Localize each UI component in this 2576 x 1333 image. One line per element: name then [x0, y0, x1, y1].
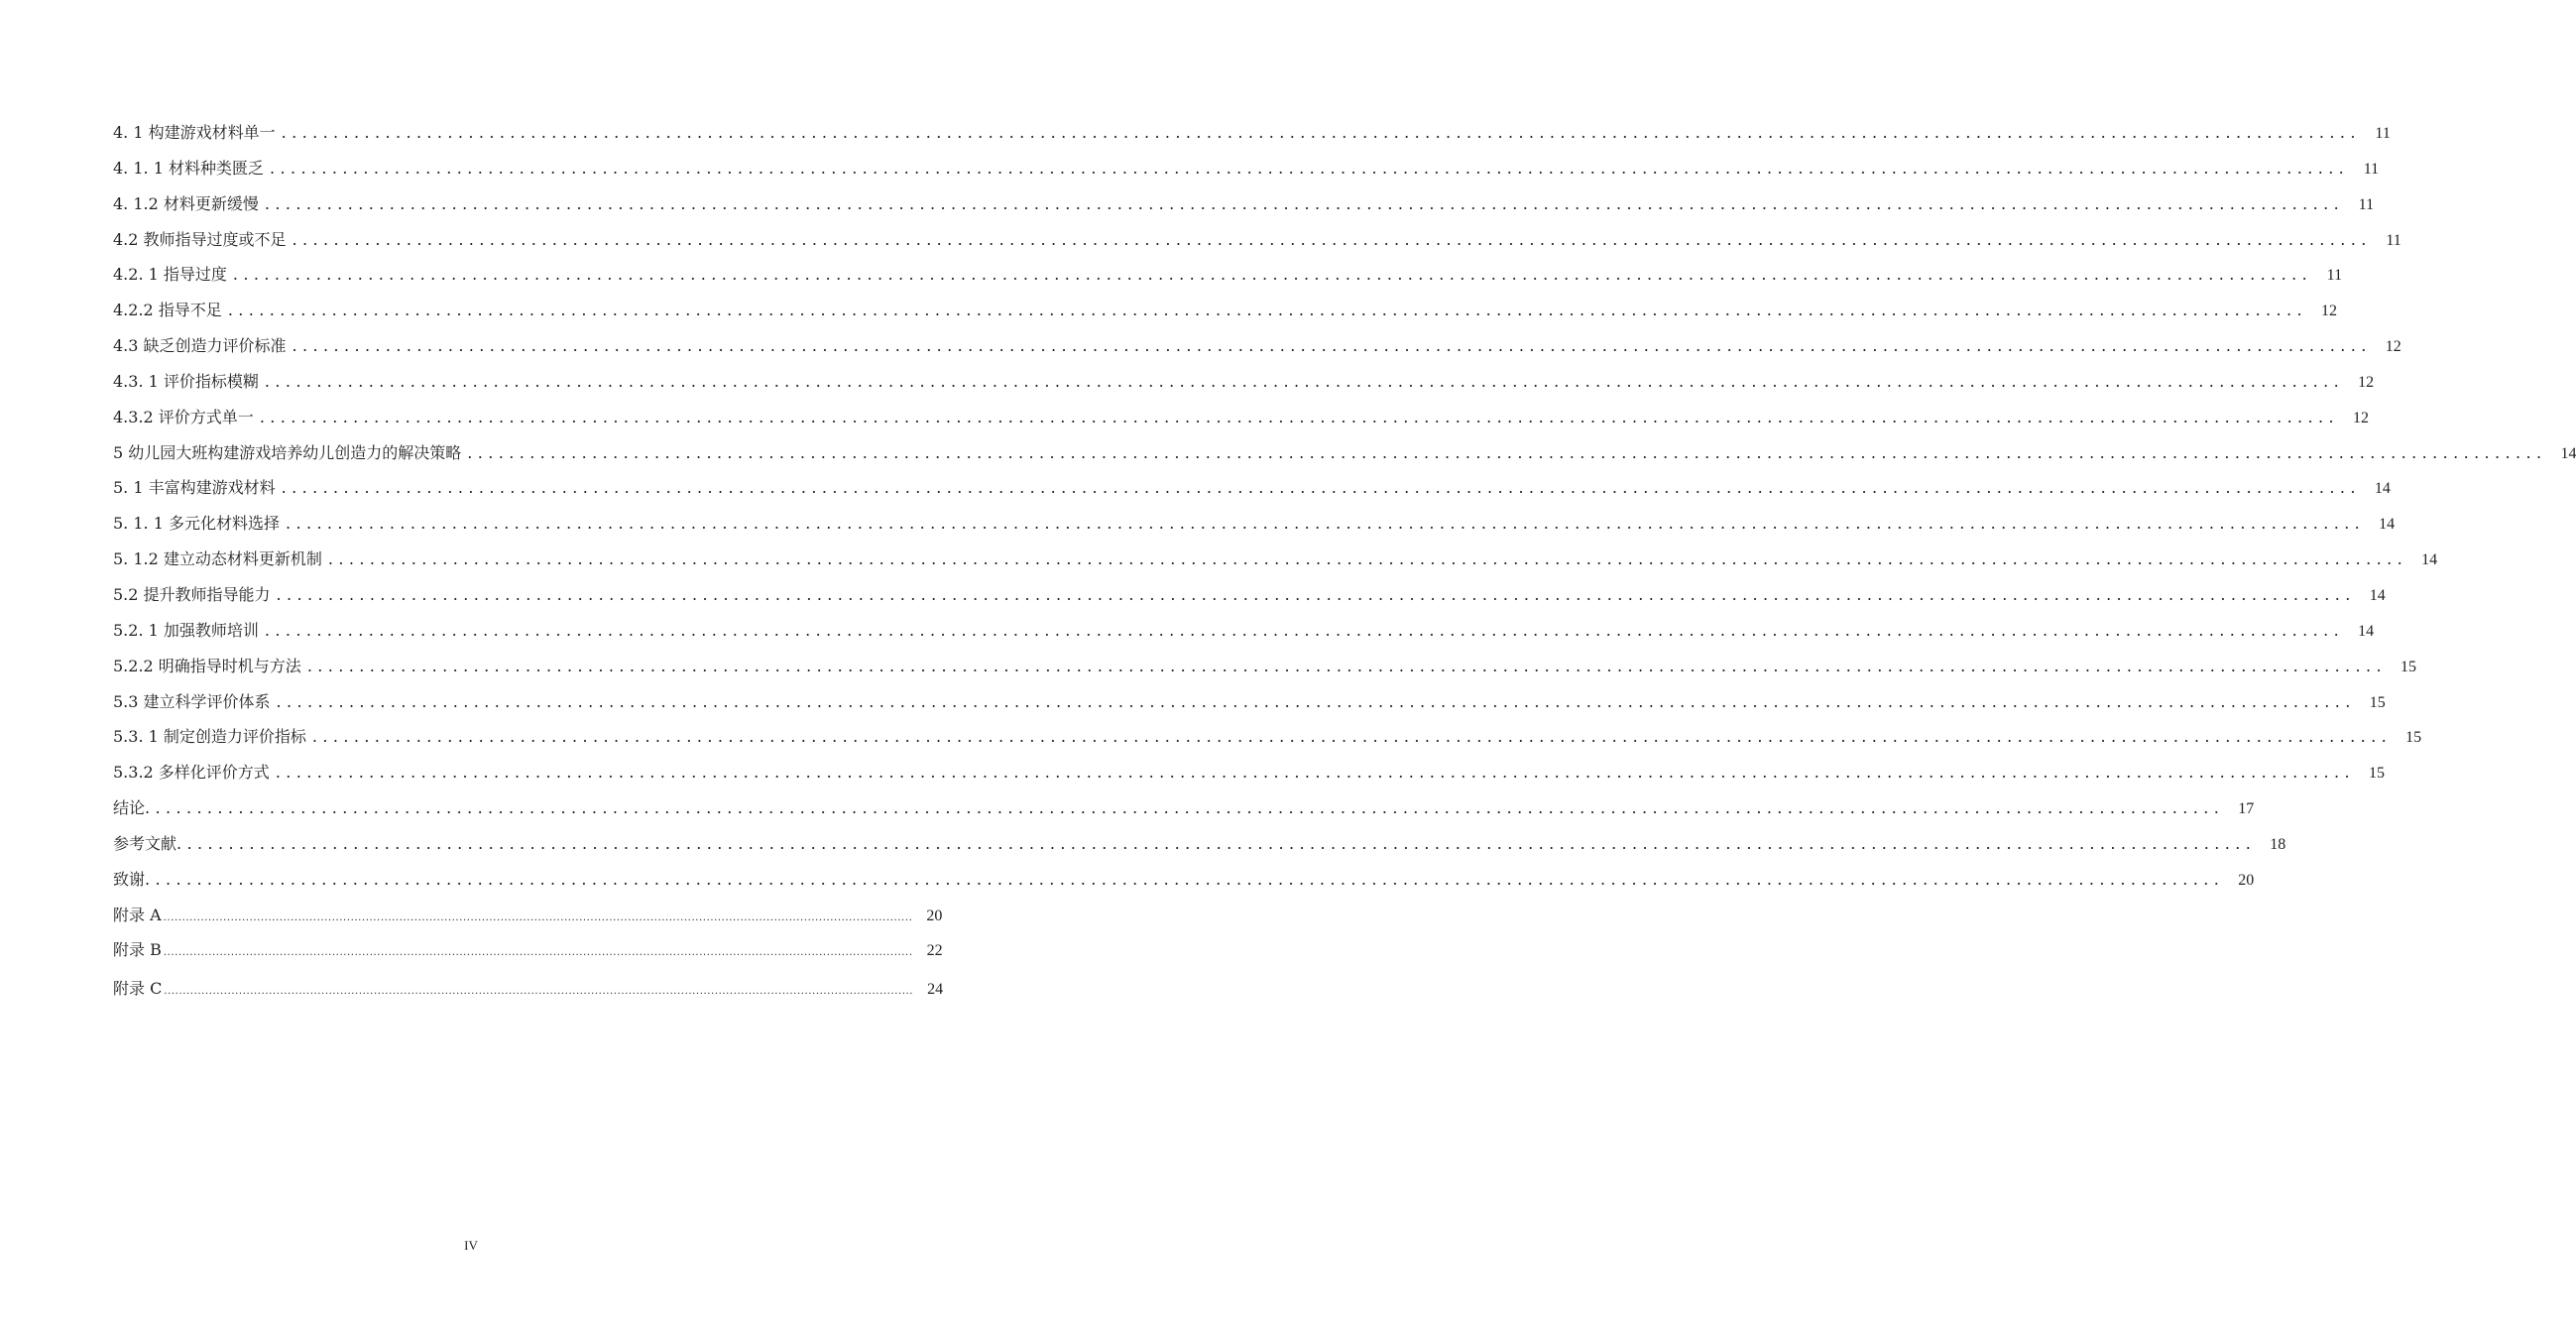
- toc-dot-leader: ........................................................................................................................................................................................................: [145, 798, 2225, 818]
- toc-entry-title: 参考文献: [113, 833, 177, 853]
- toc-dot-leader: ........................................................................................................................................................................................................: [145, 869, 2225, 889]
- toc-entry-page: 11: [2363, 160, 2380, 178]
- toc-entry-title: 5.2 提升教师指导能力: [113, 584, 271, 604]
- toc-dot-leader: ........................................................................................................................................................................................................: [281, 478, 2361, 498]
- toc-entry[interactable]: [113, 898, 943, 933]
- toc-entry[interactable]: [113, 328, 2401, 364]
- page-number: IV: [464, 1238, 478, 1253]
- toc-entry[interactable]: [113, 649, 2416, 684]
- toc-entry[interactable]: [113, 790, 2255, 826]
- toc-dot-leader: ........................................................................................................................................................................................................: [176, 833, 2257, 853]
- toc-entry-page: 18: [2270, 835, 2286, 853]
- toc-entry-page: 15: [2405, 729, 2422, 747]
- toc-entry-title: 5.3.2 多样化评价方式: [113, 763, 270, 783]
- toc-entry-title: 4.3.2 评价方式单一: [113, 407, 254, 426]
- toc-entry-page: 12: [2385, 338, 2401, 356]
- toc-entry-page: 11: [2326, 267, 2343, 285]
- toc-dot-leader: ........................................................................................................................................................................................................: [275, 763, 2355, 783]
- toc-entry[interactable]: [113, 435, 2576, 471]
- toc-entry-page: 14: [2369, 586, 2386, 604]
- toc-entry-title: 5.3 建立科学评价体系: [113, 691, 271, 711]
- toc-entry-page: 12: [2321, 303, 2337, 320]
- toc-entry-page: 11: [2358, 195, 2375, 213]
- toc-dot-leader: ........................................................................................................................................................................................................: [276, 691, 2356, 711]
- toc-entry-title: 5. 1 丰富构建游戏材料: [113, 478, 276, 498]
- toc-dot-leader: ........................................................................................................................................................................................................: [467, 442, 2547, 462]
- toc-dot-leader: ........................................................................................................................................................................................................: [264, 371, 2345, 391]
- toc-entry[interactable]: [113, 577, 2386, 613]
- toc-entry[interactable]: [113, 862, 2255, 898]
- toc-dot-leader: ........................................................................................................................................................................................................: [264, 620, 2345, 640]
- toc-entry[interactable]: [113, 470, 2391, 506]
- toc-entry[interactable]: [113, 257, 2343, 293]
- toc-entry-title: 4. 1. 1 材料种类匮乏: [113, 158, 264, 178]
- toc-dot-leader: ........................................................................................................................................................................................................: [292, 229, 2372, 249]
- toc-entry-title: 4. 1 构建游戏材料单一: [113, 123, 276, 142]
- toc-entry-title: 5.2.2 明确指导时机与方法: [113, 656, 301, 675]
- toc-dot-leader: ........................................................................................................................................................................................................: [269, 158, 2350, 178]
- toc-entry-page: 14: [2560, 444, 2576, 462]
- toc-entry-page: 12: [2358, 373, 2375, 391]
- toc-entry[interactable]: [113, 115, 2391, 151]
- table-of-contents: [113, 115, 2576, 1007]
- toc-entry-page: 14: [2379, 516, 2396, 534]
- toc-entry[interactable]: [113, 684, 2386, 720]
- toc-entry[interactable]: [113, 755, 2385, 790]
- toc-entry-title: 结论: [113, 798, 146, 818]
- toc-entry-title: 5. 1. 1 多元化材料选择: [113, 514, 280, 534]
- toc-dot-leader: ........................................................................................................................................................................................................: [163, 947, 913, 959]
- toc-entry-page: 20: [2238, 871, 2255, 889]
- toc-entry-title: 5 幼儿园大班构建游戏培养幼儿创造力的解决策略: [113, 442, 462, 462]
- toc-entry-page: 22: [926, 942, 943, 960]
- toc-dot-leader: ........................................................................................................................................................................................................: [259, 407, 2339, 426]
- toc-entry-title: 附录 A: [113, 905, 162, 924]
- toc-entry-page: 14: [2358, 622, 2375, 640]
- toc-entry-page: 11: [2386, 231, 2401, 249]
- toc-entry-page: 15: [2400, 658, 2416, 675]
- toc-dot-leader: ........................................................................................................................................................................................................: [232, 265, 2313, 285]
- toc-entry-title: 附录 B: [113, 940, 162, 960]
- toc-entry-page: 15: [2369, 765, 2385, 783]
- toc-entry-page: 17: [2238, 800, 2255, 818]
- toc-dot-leader: ........................................................................................................................................................................................................: [327, 549, 2408, 569]
- toc-entry-page: 12: [2353, 409, 2369, 426]
- toc-entry-title: 致谢: [113, 869, 146, 889]
- toc-entry[interactable]: [113, 186, 2375, 222]
- toc-dot-leader: ........................................................................................................................................................................................................: [306, 656, 2387, 675]
- toc-entry-title: 4.3 缺乏创造力评价标准: [113, 336, 287, 356]
- toc-entry[interactable]: [113, 364, 2375, 400]
- toc-entry[interactable]: [113, 400, 2369, 435]
- toc-entry[interactable]: [113, 506, 2396, 542]
- toc-entry-title: 5. 1.2 建立动态材料更新机制: [113, 549, 322, 569]
- toc-entry[interactable]: [113, 932, 943, 968]
- toc-dot-leader: ........................................................................................................................................................................................................: [276, 584, 2356, 604]
- toc-entry-page: 11: [2375, 125, 2391, 142]
- toc-entry[interactable]: [113, 971, 944, 1007]
- toc-entry[interactable]: [113, 826, 2286, 862]
- toc-entry[interactable]: [113, 151, 2380, 186]
- toc-entry[interactable]: [113, 613, 2375, 649]
- toc-dot-leader: ........................................................................................................................................................................................................: [281, 123, 2361, 142]
- toc-entry[interactable]: [113, 293, 2337, 328]
- toc-entry-page: 15: [2369, 693, 2386, 711]
- toc-entry-page: 20: [926, 907, 943, 924]
- toc-dot-leader: ........................................................................................................................................................................................................: [264, 193, 2345, 213]
- toc-entry-title: 4.3. 1 评价指标模糊: [113, 371, 259, 391]
- toc-dot-leader: ........................................................................................................................................................................................................: [285, 514, 2366, 534]
- toc-entry-title: 4. 1.2 材料更新缓慢: [113, 193, 259, 213]
- toc-dot-leader: ........................................................................................................................................................................................................: [227, 301, 2307, 320]
- toc-entry-title: 4.2 教师指导过度或不足: [113, 229, 287, 249]
- toc-dot-leader: ........................................................................................................................................................................................................: [163, 911, 913, 923]
- toc-entry-title: 5.3. 1 制定创造力评价指标: [113, 727, 306, 747]
- toc-entry-page: 14: [2421, 551, 2438, 569]
- toc-entry[interactable]: [113, 719, 2422, 755]
- toc-entry[interactable]: [113, 222, 2401, 258]
- toc-entry-title: 4.2.2 指导不足: [113, 301, 222, 320]
- toc-entry[interactable]: [113, 542, 2438, 577]
- toc-entry-title: 4.2. 1 指导过度: [113, 265, 227, 285]
- toc-entry-title: 附录 C: [113, 979, 163, 999]
- toc-dot-leader: ........................................................................................................................................................................................................: [164, 986, 914, 998]
- toc-entry-title: 5.2. 1 加强教师培训: [113, 620, 259, 640]
- toc-entry-page: 24: [927, 981, 944, 999]
- toc-dot-leader: ........................................................................................................................................................................................................: [292, 336, 2372, 356]
- toc-dot-leader: ........................................................................................................................................................................................................: [311, 727, 2393, 747]
- toc-entry-page: 14: [2374, 480, 2391, 498]
